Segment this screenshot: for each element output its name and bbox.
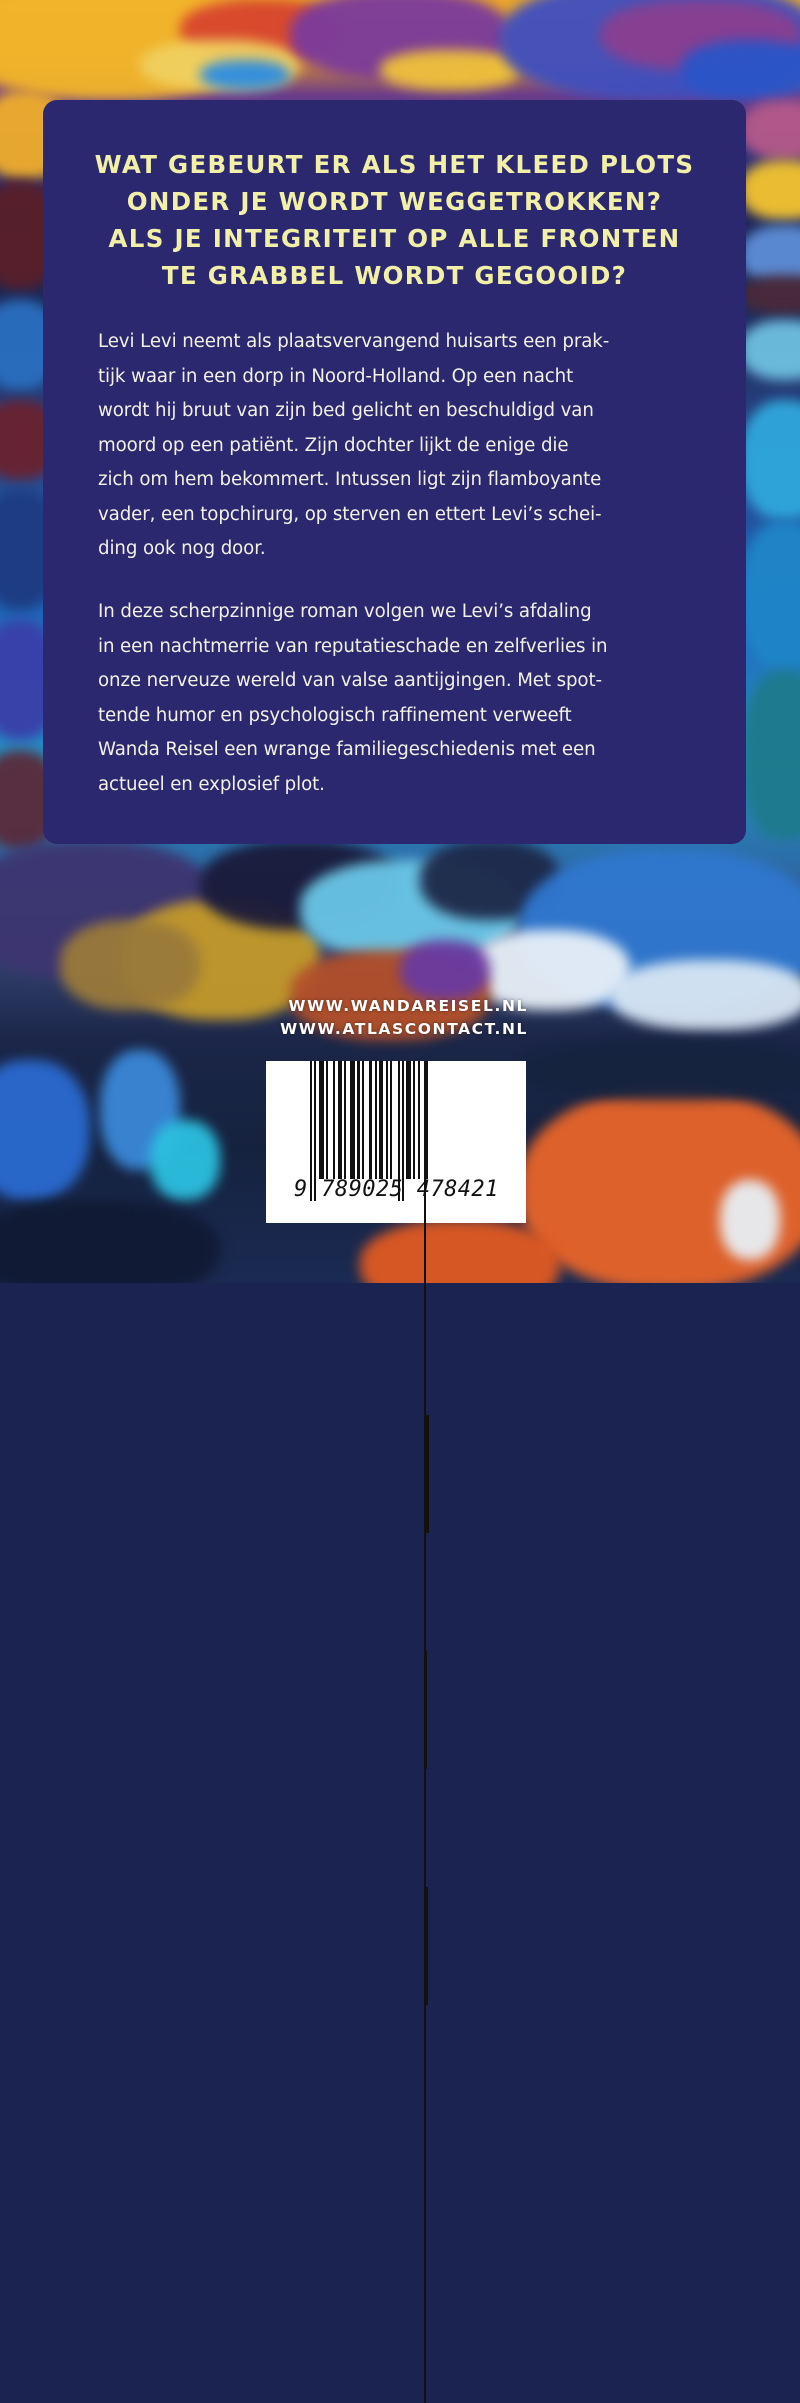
blurb-paragraph-1 [98,325,718,567]
paragraph-line: in een nachtmerrie van reputatieschade en zelfverlies in [98,635,608,657]
isbn-barcode [266,1061,526,1223]
paint-stroke [150,1120,220,1200]
paint-stroke [400,940,490,1000]
author-website-link[interactable]: WWW.WANDAREISEL.NL [288,997,528,1015]
paint-stroke [360,1220,560,1283]
headline [43,146,746,294]
paint-stroke [680,40,800,100]
paragraph-line: wordt hij bruut van zijn bed gelicht en beschuldigd van [98,400,594,421]
paragraph-line: zich om hem bekommert. Intussen ligt zijn flamboyante [98,469,602,490]
paragraph-line: tijk waar in een dorp in Noord-Holland. Op een nacht [98,365,574,387]
paint-stroke [380,50,520,90]
publisher-website-link[interactable]: WWW.ATLASCONTACT.NL [280,1020,528,1038]
website-links [266,995,528,1041]
blurb-paragraph-2 [98,595,718,802]
headline-line: TE GRABBEL WORDT GEGOOID? [161,261,628,290]
paragraph-line: moord op een patiënt. Zijn dochter lijkt de enige die [98,434,569,456]
paragraph-line: vader, een topchirurg, op sterven en ettert Levi’s schei- [98,503,602,525]
isbn-number: 9 789025 478421 [294,1177,499,1202]
paint-stroke [0,1200,220,1283]
paragraph-line: Levi Levi neemt als plaatsvervangend huisarts een prak- [98,331,610,352]
paint-stroke [610,960,800,1030]
paint-stroke [520,1040,800,1100]
paint-stroke [200,60,290,90]
headline-line: ALS JE INTEGRITEIT OP ALLE FRONTEN [108,224,681,253]
paragraph-line: ding ook nog door. [98,538,266,559]
paragraph-line: actueel en explosief plot. [98,773,325,795]
paragraph-line: tende humor en psychologisch raffinement verweeft [98,704,572,726]
paint-stroke [720,1180,780,1260]
blurb-panel [43,100,746,844]
paragraph-line: Wanda Reisel een wrange familiegeschiedenis met een [98,739,596,760]
headline-line: WAT GEBEURT ER ALS HET KLEED PLOTS [94,150,695,179]
headline-line: ONDER JE WORDT WEGGETROKKEN? [126,187,663,216]
paragraph-line: onze nerveuze wereld van valse aantijgingen. Met spot- [98,670,602,691]
paint-stroke [60,920,200,1010]
paragraph-line: In deze scherpzinnige roman volgen we Levi’s afdaling [98,601,592,622]
